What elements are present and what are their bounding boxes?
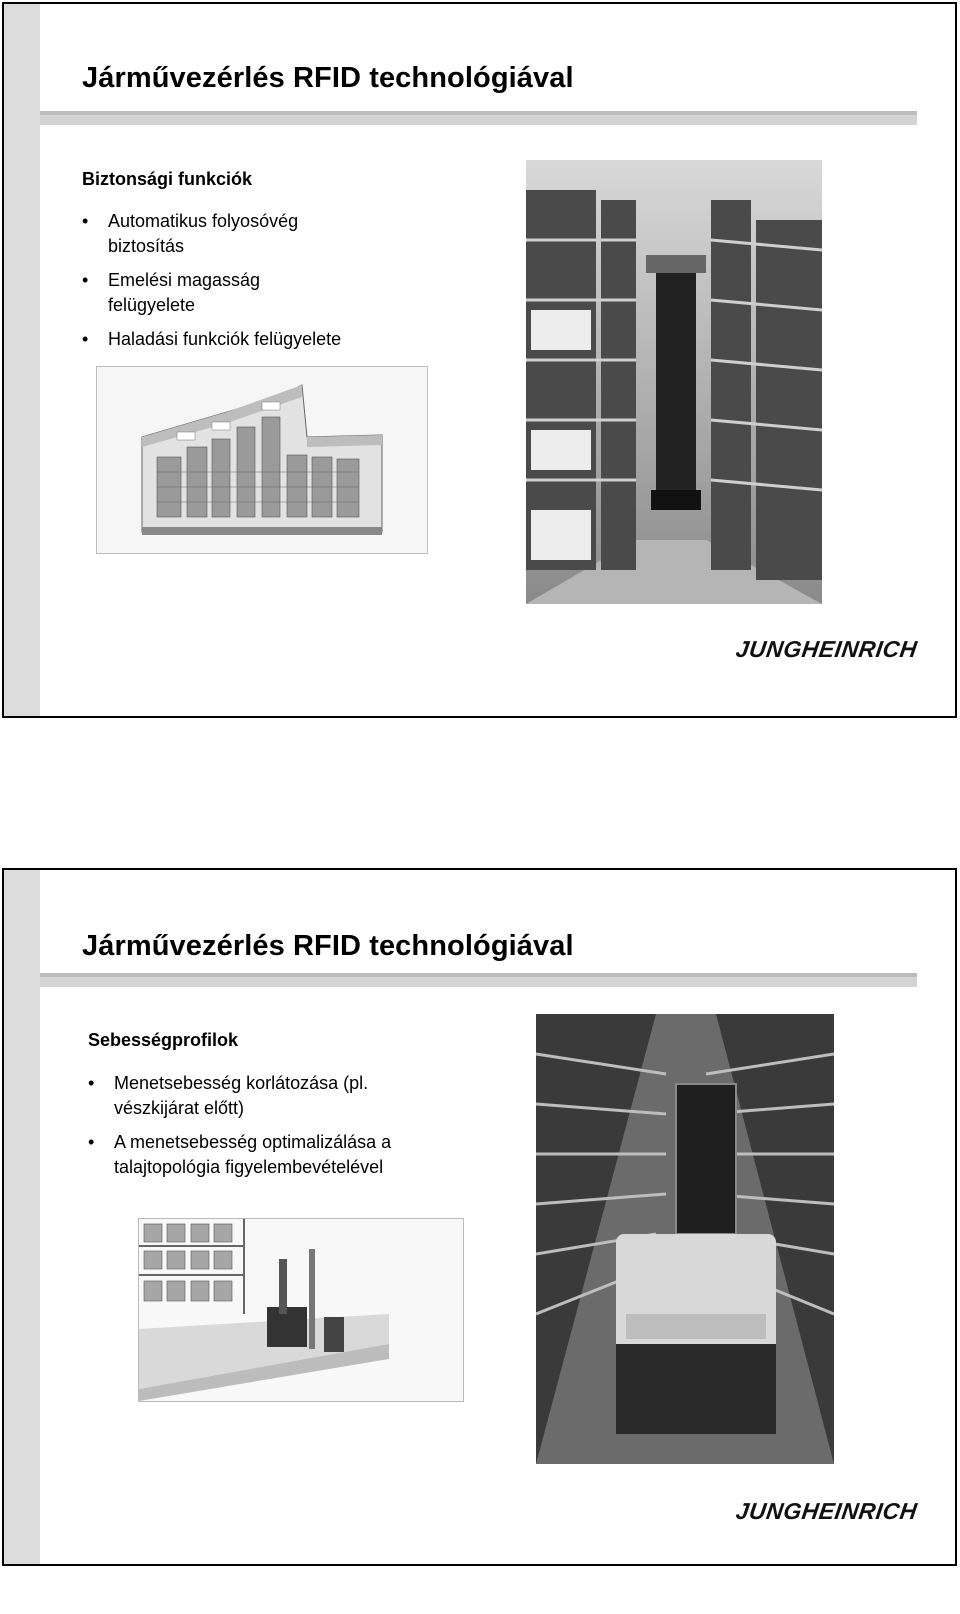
slide-sidebar [4, 4, 40, 716]
bullet-text: Haladási funkciók felügyelete [108, 329, 342, 349]
slide-sidebar [4, 870, 40, 1564]
bullet-item [82, 327, 342, 352]
slide-title: Járművezérlés RFID technológiával [82, 62, 574, 94]
title-rule [40, 973, 917, 987]
slide-subtitle: Biztonsági funkciók [82, 169, 253, 189]
slide-subtitle: Sebességprofilok [88, 1030, 239, 1050]
bullet-dot: • [82, 270, 89, 290]
bullet-text: Menetsebesség korlátozása (pl. vészkijárat előtt) [114, 1073, 369, 1118]
order-picker-truck-illustration [138, 1218, 464, 1402]
title-rule [40, 111, 917, 125]
slide-2 [2, 868, 957, 1566]
bullet-text: Emelési magasság felügyelete [108, 270, 261, 315]
bullet-item [82, 209, 342, 259]
slide-1 [2, 2, 957, 718]
bullet-list [82, 209, 342, 361]
narrow-aisle-warehouse-photo [526, 160, 822, 604]
bullet-dot: • [88, 1132, 95, 1152]
bullet-text: A menetsebesség optimalizálása a talajtopológia figyelembevételével [114, 1132, 392, 1177]
warehouse-cutaway-illustration [96, 366, 428, 554]
bullet-item [82, 268, 342, 318]
bullet-dot: • [88, 1073, 95, 1093]
bullet-text: Automatikus folyosóvég biztosítás [108, 211, 299, 256]
slide-title: Járművezérlés RFID technológiával [82, 930, 574, 962]
bullet-item [88, 1071, 448, 1121]
bullet-dot: • [82, 329, 89, 349]
bullet-dot: • [82, 211, 89, 231]
jungheinrich-logo: JUNGHEINRICH [734, 636, 919, 662]
jungheinrich-logo: JUNGHEINRICH [734, 1498, 919, 1524]
bullet-list [88, 1071, 448, 1189]
bullet-item [88, 1130, 448, 1180]
truck-in-aisle-photo [536, 1014, 834, 1464]
